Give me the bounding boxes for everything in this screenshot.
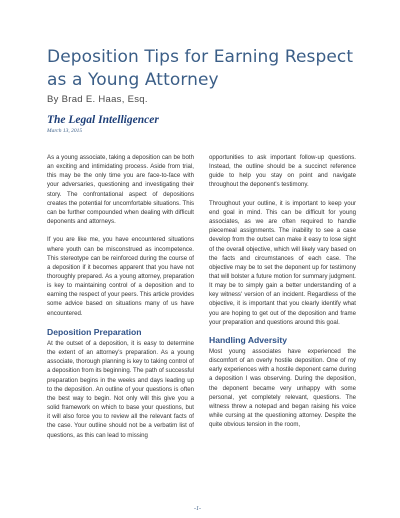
paragraph: Throughout your outline, it is important to keep your end goal in mind. This can be difficult for young associates, as we are often required to handle piecemeal assignments. The inability to see a case develop from the outset can make it easy to lose sight of the overall objective, which will likely vary based on the facts and circumstances of each case. The objective may be to set the deponent up for testimony that will bolster a future motion for summary judgment. It may be to simply gain a better understanding of a key witness' version of an incident. Regardless of the objective, it is important that you clearly identify what you are hoping to get out of the deposition and frame your preparation and questions around this goal.	[209, 199, 356, 326]
paragraph: As a young associate, taking a deposition can be both an exciting and intimidating process. Aside from trial, this may be the only time you are face-to-face with your adversaries, questioning and investigating their story. The confrontational aspect of depositions creates the potential for uncomfortable situations. This can be further compounded when dealing with difficult deponents and attorneys.	[47, 154, 194, 226]
body-column-right	[209, 153, 356, 429]
publication-name: The Legal Intelligencer	[47, 114, 159, 126]
paragraph: Most young associates have experienced the discomfort of an overly hostile deposition. One of my early experiences with a hostile deponent came during a deposition I was observing. During the deposition, the deponent became very unhappy with some personal, yet completely relevant, questions. The witness threw a notepad and began raising his voice while cursing at the questioning attorney. Despite the quite obvious tension in the room,	[209, 347, 357, 429]
page-number: -1-	[194, 506, 201, 512]
section-heading: Deposition Preparation	[47, 326, 142, 337]
author-byline: By Brad E. Haas, Esq.	[47, 94, 148, 105]
body-column-left	[47, 153, 194, 440]
publication-date: March 13, 2015	[47, 128, 83, 134]
section-heading: Handling Adversity	[209, 334, 287, 345]
paragraph: If you are like me, you have encountered situations where youth can be misconstrued as incompetence. This stereotype can be reinforced during the course of a deposition if it becomes apparent that you have not thoroughly prepared. As a young attorney, preparation is key to maintaining control of a deposition and to earning the respect of your peers. This article provides some advice based on situations many of us have encountered.	[47, 236, 194, 317]
paragraph: opportunities to ask important follow-up questions. Instead, the outline should be a succinct reference guide to help you stay on point and navigate throughout the deponent's testimony.	[209, 154, 356, 189]
article-title: Deposition Tips for Earning Respect as a Young Attorney	[47, 47, 354, 90]
paragraph: At the outset of a deposition, it is easy to determine the extent of an attorney's preparation. As a young associate, thorough planning is key to taking control of a deposition from its beginning. The path of successful preparation begins in the weeks and days leading up to the deposition. An outline of your questions is often the best way to begin. Not only will this give you a solid framework on which to base your questions, but it will also force you to review all the relevant facts of the case. Your outline should not be a verbatim list of questions, as this can lead to missing	[47, 339, 194, 439]
